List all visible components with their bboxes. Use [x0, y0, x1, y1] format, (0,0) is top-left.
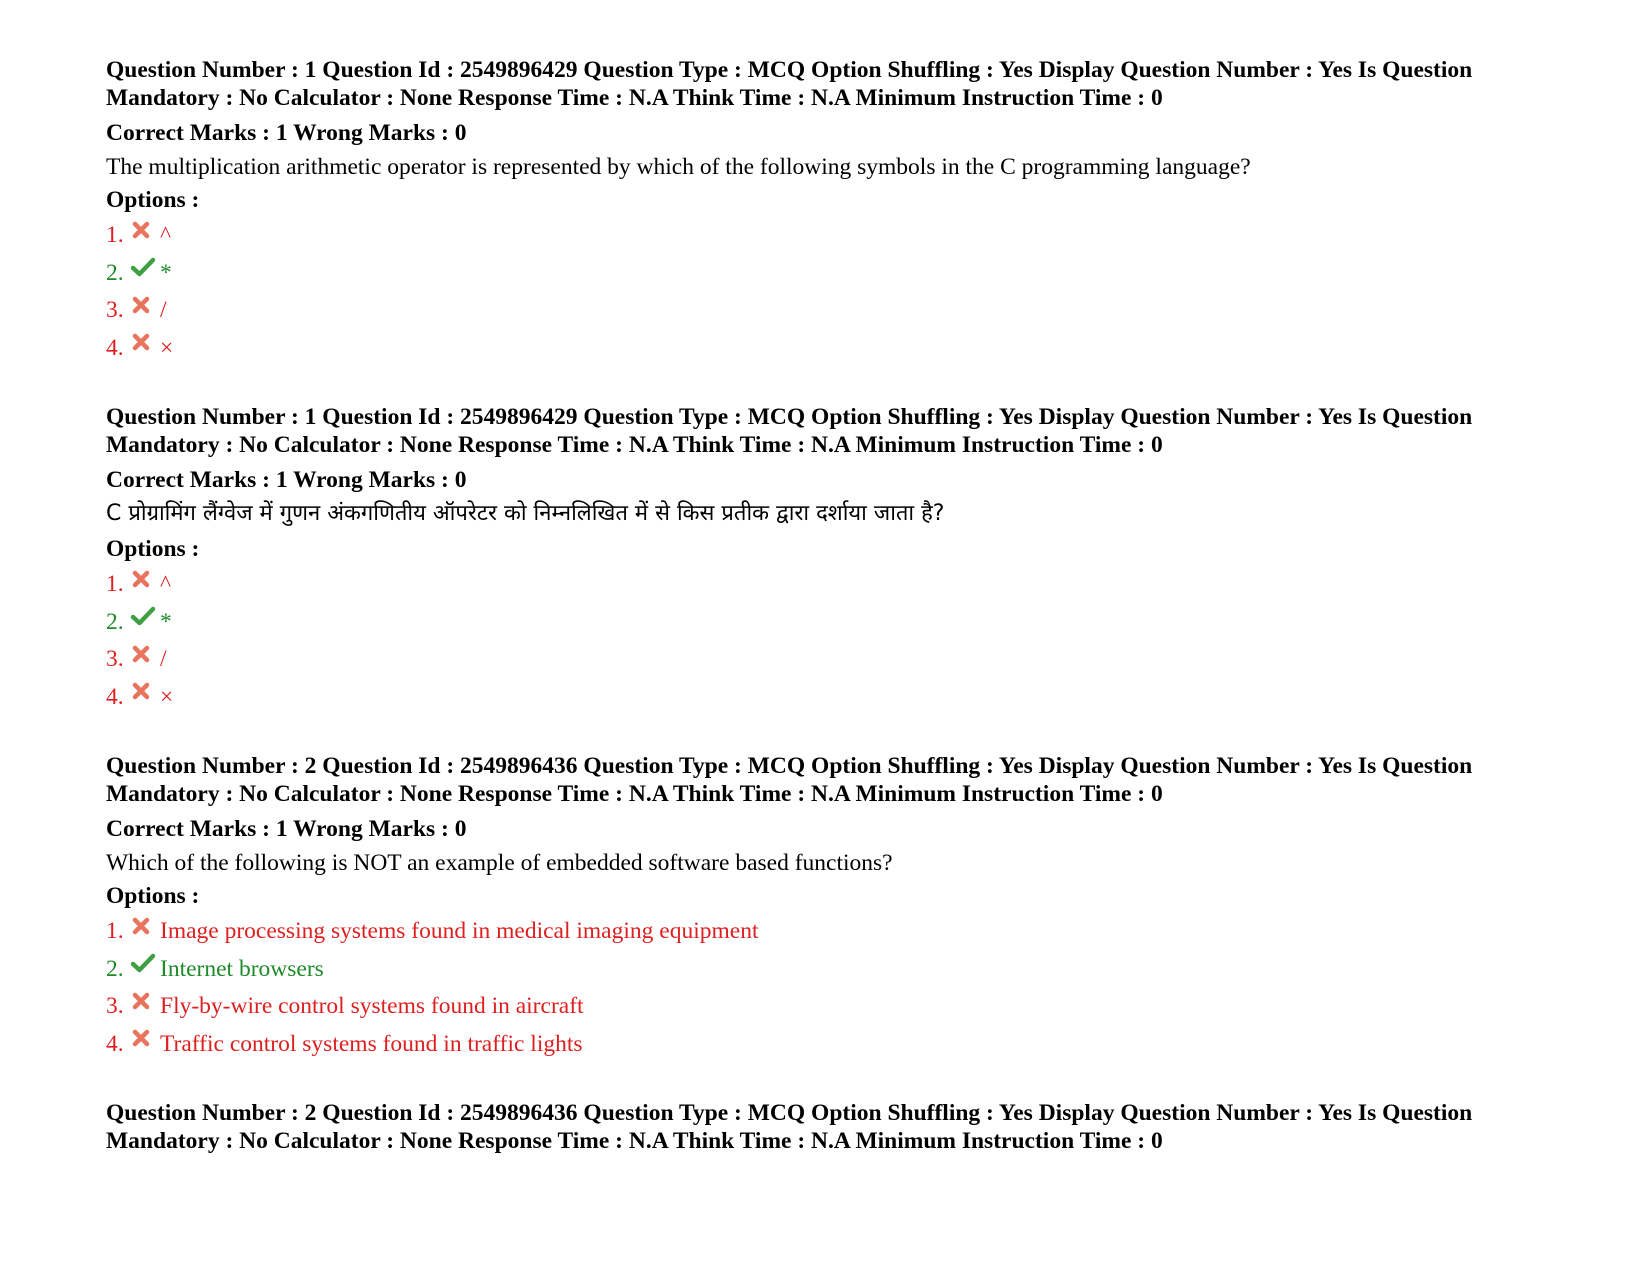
- option-number: 1.: [106, 918, 124, 944]
- option-text: /: [160, 297, 167, 323]
- question-meta: [106, 752, 1576, 808]
- option-text: Fly-by-wire control systems found in aircraft: [160, 993, 584, 1019]
- check-icon: [130, 605, 156, 627]
- cross-icon: [130, 568, 156, 590]
- option-item: [106, 913, 1576, 951]
- options-list: [106, 566, 1576, 716]
- option-number: 3.: [106, 297, 124, 323]
- question-meta-line: Question Number : 2 Question Id : 2549896436 Question Type : MCQ Option Shuffling : Yes Display Question Number : Yes Is Question: [106, 1100, 1473, 1126]
- options-list: [106, 217, 1576, 367]
- option-text: ^: [160, 571, 172, 597]
- question-meta-line: Question Number : 1 Question Id : 2549896429 Question Type : MCQ Option Shuffling : Yes Display Question Number : Yes Is Question: [106, 57, 1473, 83]
- cross-icon: [130, 990, 156, 1012]
- option-number: 1.: [106, 571, 124, 597]
- option-number: 4.: [106, 1030, 124, 1057]
- option-text: ×: [160, 683, 174, 710]
- option-item: [106, 604, 1576, 642]
- option-item: [106, 292, 1576, 330]
- option-item: [106, 641, 1576, 679]
- question-meta: [106, 56, 1576, 112]
- option-text: *: [160, 259, 172, 286]
- option-item: [106, 679, 1576, 717]
- option-item: [106, 217, 1576, 255]
- option-text: /: [160, 646, 167, 672]
- option-text: ^: [160, 222, 172, 248]
- cross-icon: [130, 219, 156, 241]
- options-list: [106, 913, 1576, 1063]
- option-item: [106, 566, 1576, 604]
- question-paper: [106, 56, 1576, 1155]
- question-meta-line: Mandatory : No Calculator : None Response Time : N.A Think Time : N.A Minimum Instruction Time : 0: [106, 1128, 1163, 1154]
- option-number: 3.: [106, 646, 124, 672]
- option-text: Traffic control systems found in traffic lights: [160, 1030, 583, 1057]
- question-marks: Correct Marks : 1 Wrong Marks : 0: [106, 467, 467, 493]
- cross-icon: [130, 680, 156, 702]
- cross-icon: [130, 294, 156, 316]
- question-block: [106, 56, 1576, 367]
- option-text: Image processing systems found in medical imaging equipment: [160, 918, 759, 944]
- question-block: [106, 403, 1576, 716]
- question-block: [106, 752, 1576, 1063]
- option-item: [106, 255, 1576, 293]
- question-text: C प्रोग्रामिंग लैंग्वेज में गुणन अंकगणितीय ऑपरेटर को निम्नलिखित में से किस प्रतीक द्वारा दर्शाया जाता है?: [106, 501, 945, 526]
- option-text: Internet browsers: [160, 955, 324, 982]
- option-number: 4.: [106, 334, 124, 361]
- question-meta: [106, 1099, 1576, 1155]
- options-label: Options :: [106, 536, 200, 562]
- option-number: 2.: [106, 608, 124, 635]
- question-meta-line: Mandatory : No Calculator : None Response Time : N.A Think Time : N.A Minimum Instruction Time : 0: [106, 781, 1163, 807]
- question-text: Which of the following is NOT an example of embedded software based functions?: [106, 850, 893, 876]
- cross-icon: [130, 1027, 156, 1049]
- option-number: 2.: [106, 259, 124, 286]
- question-marks: Correct Marks : 1 Wrong Marks : 0: [106, 120, 467, 146]
- question-meta-line: Mandatory : No Calculator : None Response Time : N.A Think Time : N.A Minimum Instruction Time : 0: [106, 432, 1163, 458]
- question-meta-line: Question Number : 2 Question Id : 2549896436 Question Type : MCQ Option Shuffling : Yes Display Question Number : Yes Is Question: [106, 753, 1473, 779]
- option-number: 3.: [106, 993, 124, 1019]
- options-label: Options :: [106, 883, 200, 909]
- question-meta-line: Question Number : 1 Question Id : 2549896429 Question Type : MCQ Option Shuffling : Yes Display Question Number : Yes Is Question: [106, 404, 1473, 430]
- question-meta: [106, 403, 1576, 459]
- options-label: Options :: [106, 187, 200, 213]
- option-text: ×: [160, 334, 174, 361]
- question-marks: Correct Marks : 1 Wrong Marks : 0: [106, 816, 467, 842]
- question-meta-line: Mandatory : No Calculator : None Response Time : N.A Think Time : N.A Minimum Instruction Time : 0: [106, 85, 1163, 111]
- option-item: [106, 951, 1576, 989]
- option-item: [106, 330, 1576, 368]
- cross-icon: [130, 643, 156, 665]
- question-block: [106, 1099, 1576, 1155]
- cross-icon: [130, 915, 156, 937]
- option-number: 2.: [106, 955, 124, 982]
- cross-icon: [130, 331, 156, 353]
- option-number: 1.: [106, 222, 124, 248]
- option-text: *: [160, 608, 172, 635]
- check-icon: [130, 952, 156, 974]
- option-number: 4.: [106, 683, 124, 710]
- question-text: The multiplication arithmetic operator is represented by which of the following symbols in the C programming language?: [106, 154, 1251, 180]
- check-icon: [130, 256, 156, 278]
- option-item: [106, 988, 1576, 1026]
- option-item: [106, 1026, 1576, 1064]
